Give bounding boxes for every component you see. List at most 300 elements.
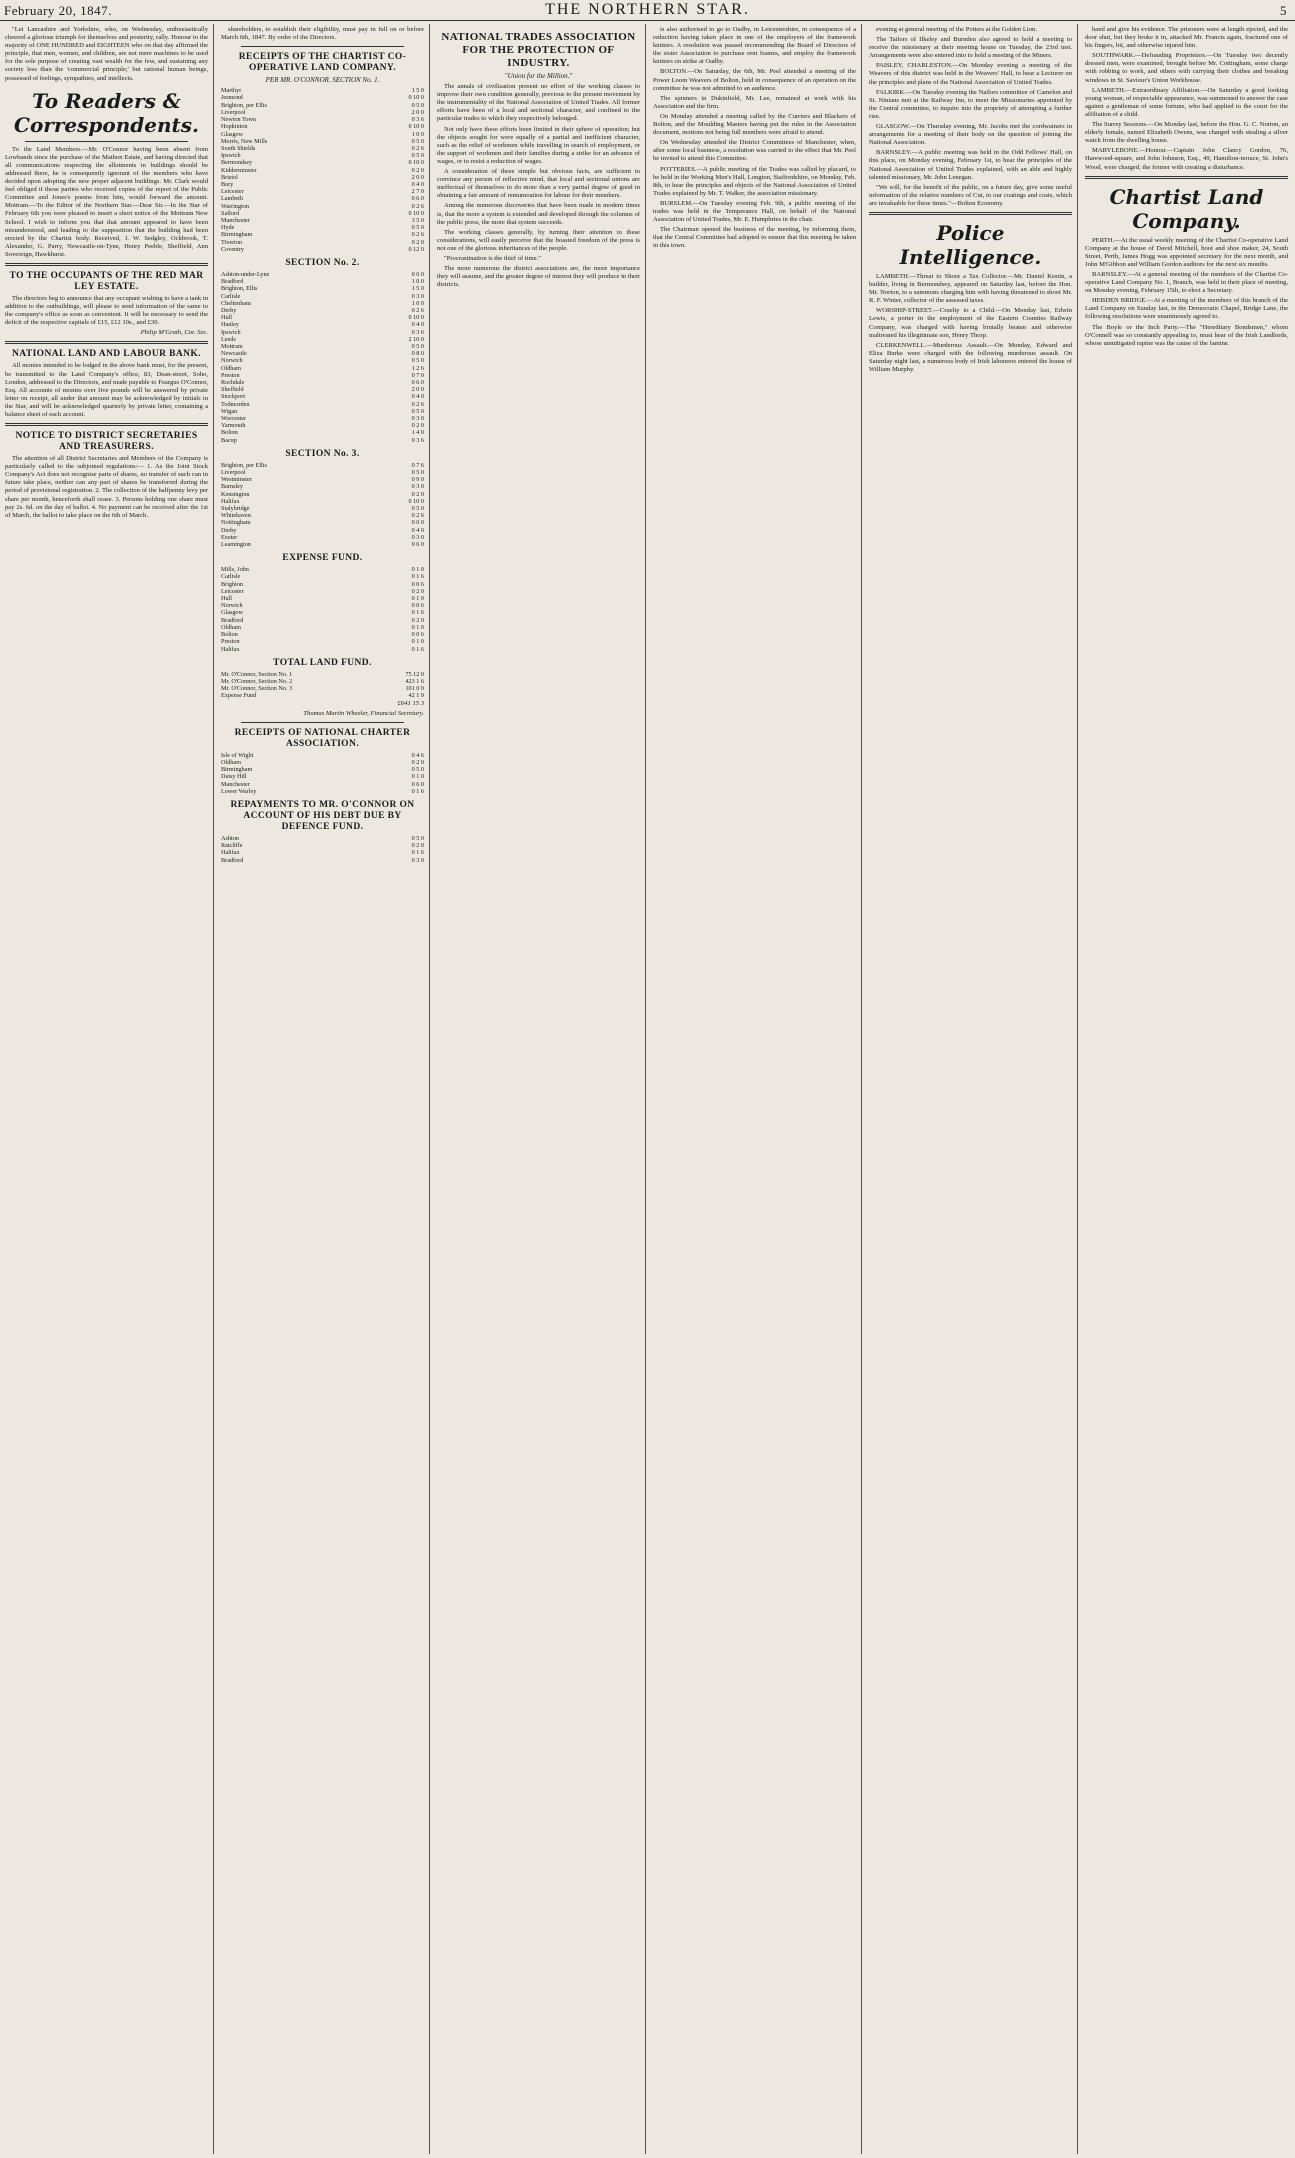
row-label: Todmorden (221, 400, 250, 408)
row-amount: 42 1 9 (408, 692, 424, 700)
row-label: Ashton (221, 834, 239, 842)
repayments-heading: REPAYMENTS TO MR. O'CONNOR ON ACCOUNT OF HIS DEBT DUE BY DEFENCE FUND. (230, 799, 415, 832)
table-row (221, 224, 424, 231)
table-row (221, 692, 424, 699)
row-label: Sheffield (221, 386, 244, 394)
row-label: Bermondsey (221, 159, 253, 167)
row-label: Daisy Hill (221, 773, 247, 781)
row-label: Manchester (221, 780, 250, 788)
row-amount: 0 3 0 (411, 292, 424, 300)
row-amount: 0 9 0 (411, 476, 424, 484)
paragraph: BARNSLEY.—At a general meeting of the members of the Chartist Co-operative Land Company No. 1, Branch, was held in their place of meeting, on Monday evening, February 15th, to elect a Secretary. (1085, 270, 1288, 295)
paragraph: The annals of civilisation present no effort of the working classes to improve their own condition generally, previous to the present movement by the instrumentality of the National Association of United Trades. All former efforts have been of a local and sectional character, and confined to the particular trades to which they respectively belonged. (437, 83, 640, 123)
row-amount: 0 1 0 (411, 595, 424, 603)
notice-heading: NOTICE TO DISTRICT SECRETARIES AND TREASURERS. (15, 431, 198, 453)
table-row (221, 145, 424, 152)
table-row (221, 102, 424, 109)
row-label: Bolton (221, 631, 238, 639)
paragraph: The Boyle or the Inch Party.—The "Hereditary Bondsmen," whom O'Connell was so constantly appealing to, must hear of the Irish Landlords, whose unmitigated rapine was the cause of the famine. (1085, 323, 1288, 347)
page-number: 5 (1280, 3, 1287, 18)
row-label: Derby (221, 526, 237, 534)
table-row (221, 498, 424, 505)
table-row (221, 159, 424, 166)
column-1 (5, 26, 208, 2152)
police-reports (869, 273, 1072, 374)
red-mar-heading: TO THE OCCUPANTS OF THE RED MAR LEY ESTATE. (9, 270, 204, 292)
row-amount: 0 3 0 (411, 856, 424, 864)
row-amount: 101 0 0 (405, 685, 424, 693)
row-label: Birmingham (221, 766, 253, 774)
paragraph: WORSHIP-STREET.—Cruelty to a Child.—On Monday last, Edwin Lewis, a porter in the employment of the Eastern Counties Railway Company, was charged with having brutally beaten and otherwise maltreated his illegitimate son, Henry Thorp. (869, 307, 1072, 339)
table-row (221, 109, 424, 116)
table-row (221, 678, 424, 685)
row-label: Oldham (221, 623, 241, 631)
table-row (221, 167, 424, 174)
paragraph: HEBDEN BRIDGE.—At a meeting of the members of this branch of the Land Company on Sunday last, in the Democratic Chapel, Bridge Lane, the following resolutions were unanimously agreed to. (1085, 297, 1288, 321)
row-label: Halifax (221, 645, 240, 653)
row-label: Liverpool (221, 469, 246, 477)
row-label: Brighton, per Ellis (221, 101, 267, 109)
association-receipts-heading: RECEIPTS OF NATIONAL CHARTER ASSOCIATION. (234, 727, 411, 749)
paragraph: BOLTON.—On Saturday, the 6th, Mr. Peel attended a meeting of the Power Loom Weavers of Bolton, held in consequence of an operation on the committee he was not admitted to an audience. (653, 68, 856, 92)
row-amount: 0 7 6 (411, 461, 424, 469)
row-amount: 0 5 0 (411, 101, 424, 109)
table-row (221, 781, 424, 788)
table-row (221, 357, 424, 364)
table-row (221, 422, 424, 429)
row-amount: 0 2 6 (411, 306, 424, 314)
row-amount: 1 5 0 (411, 285, 424, 293)
table-row (221, 188, 424, 195)
article-intro: "Let Lancashire and Yorkshire, who, on Wednesday, enthusiastically cheered a glorious triumph for themselves and posterity, rally. Honour to the majority of ONE HUNDRED and EIGHTEEN who on that day affirmed the principle, that men, women, and children, are not mere machines to be used for the sole purpose of creating vast wealth for the few, and sustaining any society less than the 'commercial principle;' but rational human beings, possessed of feelings, sympathies, and intellects. (5, 26, 208, 82)
section-1-table (221, 87, 424, 253)
column-6 (1085, 26, 1288, 2152)
row-label: Leicester (221, 188, 244, 196)
paragraph: The spinners in Dukinfield, Mr. Lee, remained at work with his Association and the firm. (653, 94, 856, 110)
row-label: Mottram (221, 342, 243, 350)
row-label: Lambeth (221, 195, 243, 203)
row-label: Rochdale (221, 379, 245, 386)
row-amount: 0 5 0 (411, 357, 424, 365)
table-row (221, 835, 424, 842)
row-amount: 0 1 0 (411, 773, 424, 781)
row-amount: 0 5 0 (411, 469, 424, 477)
table-row (221, 766, 424, 773)
table-row (221, 685, 424, 692)
table-row (221, 123, 424, 130)
row-label: Newton Town (221, 116, 257, 124)
row-label: Mr. O'Connor, Section No. 1 (221, 670, 293, 678)
row-label: Salford (221, 209, 240, 217)
table-row (221, 752, 424, 759)
row-label: Kidderminster (221, 166, 257, 174)
row-label: Hopkinton (221, 123, 248, 131)
row-label: Tiverton (221, 238, 243, 246)
row-amount: 0 3 6 (411, 116, 424, 124)
table-row (221, 401, 424, 408)
paragraph: hand and give his evidence. The prisoners were at length ejected, and the door shut, but they broke it in, attacked Mr. Francis again, fractured one of his fingers, bit, and otherwise injured him. (1085, 26, 1288, 50)
row-label: Mr. O'Connor, Section No. 2 (221, 677, 293, 685)
paragraph: PAISLEY, CHARLESTON.—On Monday evening a meeting of the Weavers of this district was held in the Weavers' Hall, to hear a Lecturer on the principles and plans of the National Association of United Trades. (869, 62, 1072, 86)
table-row (221, 350, 424, 357)
total-land-fund-table (221, 671, 424, 700)
row-amount: 0 2 6 (411, 400, 424, 408)
row-label: Expense Fund (221, 692, 257, 700)
row-label: Bury (221, 180, 234, 188)
table-row (221, 372, 424, 379)
row-amount: 0 3 0 (411, 483, 424, 491)
row-amount: 0 3 0 (411, 533, 424, 541)
row-amount: 0 6 0 (411, 379, 424, 386)
row-amount: 0 5 0 (411, 152, 424, 160)
divider (5, 341, 208, 344)
table-row (221, 246, 424, 253)
row-label: Ratcliffe (221, 842, 243, 850)
row-amount: 0 2 6 (411, 144, 424, 152)
paragraph: BURSLEM.—On Tuesday evening Feb. 9th, a public meeting of the trades was held in the Temperance Hall, on behalf of the National Association of United Trades, Mr. E. Humphries in the chair. (653, 199, 856, 224)
row-amount: 0 6 0 (411, 195, 424, 203)
paper-title: THE NORTHERN STAR. (545, 1, 750, 18)
row-amount: 0 1 0 (411, 623, 424, 631)
row-amount: 2 0 0 (411, 386, 424, 394)
row-label: Mills, John (221, 566, 249, 574)
receipts-subheading: PER MR. O'CONNOR. SECTION No. 1. (265, 76, 380, 85)
row-amount: 0 10 0 (408, 209, 424, 217)
row-amount: 0 4 0 (411, 321, 424, 329)
row-label: Derby (221, 306, 237, 314)
table-row (221, 87, 424, 94)
table-row (221, 671, 424, 678)
correspondents-text: To the Land Members.—Mr. O'Connor having been absent from Lowbands since the purchase of the Mathon Estate, and having directed that all communications respecting the allotments in buildings should be addressed there, he is consequently ignorant of the members who have decided upon adopting the new proper adjacent buildings. Mr. Clark would feel obliged if those parties who received copies of the report of the Public Committee and Jones's poems from him, would forward the amount. Mottram.—To the Editor of the Northern Star.—Dear Sir.—In the Star of February 6th you were pleased to insert a short notice of the Mottram New School. I wish to inform you that that amount appeared to have been misunderstood, and leading to the supposition that the building had been erected by the Chartist body. Received, J. W. Sedgley, Ockbrook, T. Alexander, G. Parry, Newcastle-on-Tyne, Henry Peeble, Sheffield, Ann Sovereign, Hawkhurst. (5, 145, 208, 258)
table-row (221, 239, 424, 246)
paragraph: The Surrey Sessions.—On Monday last, before the Hon. G. C. Norton, an elderly female, named Elizabeth Owens, was charged with stealing a silver watch from the dwelling house. (1085, 121, 1288, 145)
row-amount: 0 1 6 (411, 787, 424, 795)
row-amount: 1 5 0 (411, 87, 424, 95)
row-amount: 0 12 0 (408, 245, 424, 253)
row-label: Norwich (221, 602, 243, 610)
section-2-heading: SECTION No. 2. (285, 257, 360, 268)
row-amount: 2 0 0 (411, 173, 424, 181)
table-row (221, 365, 424, 372)
divider (241, 722, 404, 723)
row-amount: 0 5 0 (411, 407, 424, 415)
column-rule (1077, 24, 1078, 2154)
paragraph: "We will, for the benefit of the public, on a future day, give some useful information of the relative numbers of Cut, to our coatings and costs, which are invaluable for these times."—Bolton Economy. (869, 183, 1072, 207)
table-row (221, 174, 424, 181)
table-row (221, 393, 424, 400)
row-amount: 0 1 6 (411, 849, 424, 857)
divider (869, 212, 1072, 215)
row-label: Oldham (221, 758, 241, 766)
table-row (221, 231, 424, 238)
paragraph: evening at general meeting of the Potters at the Golden Lion. (876, 26, 1037, 33)
column-rule (645, 24, 646, 2154)
row-amount: 0 7 0 (411, 371, 424, 379)
column-3 (437, 26, 640, 2152)
row-label: Oldham (221, 364, 241, 372)
table-row (221, 429, 424, 436)
table-row (221, 469, 424, 476)
row-label: Ashton-under-Lyne (221, 270, 270, 278)
row-label: Bradford (221, 278, 244, 286)
receipts-heading: RECEIPTS OF THE CHARTIST CO-OPERATIVE LAND COMPANY. (238, 52, 407, 74)
row-amount: 0 1 6 (411, 645, 424, 653)
table-row (221, 588, 424, 595)
row-amount: 1 0 0 (411, 278, 424, 286)
table-row (221, 379, 424, 386)
row-amount: 75 12 0 (405, 670, 424, 678)
table-row (221, 217, 424, 224)
row-label: Whitehaven (221, 512, 251, 520)
table-row (221, 293, 424, 300)
row-amount: 0 10 0 (408, 314, 424, 322)
table-row (221, 138, 424, 145)
row-label: Wigan (221, 407, 238, 415)
section-3-heading: SECTION No. 3. (285, 448, 360, 459)
table-row (221, 527, 424, 534)
row-label: Norwich (221, 357, 243, 365)
row-label: Glasgow (221, 130, 243, 138)
row-amount: 0 6 0 (411, 519, 424, 527)
shareholders-notice: shareholders, to establish their eligibility, must pay in full on or before March 6th, 1847. By order of the Directors. (221, 26, 424, 42)
table-row (221, 624, 424, 631)
table-row (221, 152, 424, 159)
row-label: Ipswich (221, 328, 241, 336)
paragraph: PERTH.—At the usual weekly meeting of the Chartist Co-operative Land Company at the house of David Mitchell, boot and shoe maker, 24, South Street, Perth, James Hogg was appointed secretary for the next month, and John M'Gibbon and William Gordon auditors for the next six months. (1085, 236, 1288, 268)
table-row (221, 566, 424, 573)
row-label: Warrington (221, 202, 250, 210)
row-amount: 1 0 0 (411, 130, 424, 138)
paragraph: POTTERIES.—A public meeting of the Trades was called by placard, to be held in the Working Men's Hall, Longton, Staffordshire, on Monday, Feb. 8th, to hear the principles and objects of the National Association of United Trades explained by Mr. T. Walker, the association missionary. (653, 165, 856, 197)
row-amount: 0 2 0 (411, 238, 424, 246)
section-3-table (221, 462, 424, 548)
row-amount: 0 2 0 (411, 616, 424, 624)
table-row (221, 857, 424, 864)
table-row (221, 307, 424, 314)
row-label: Leicester (221, 587, 244, 595)
article-body (1085, 26, 1288, 172)
row-amount: 0 1 6 (411, 609, 424, 617)
table-row (221, 408, 424, 415)
table-row (221, 116, 424, 123)
row-amount: 0 5 0 (411, 342, 424, 350)
paragraph: LAMBETH.—Threat to Shoot a Tax Collector.—Mr. Daniel Kestin, a builder, living in Bermondsey, appeared on Saturday last, before the Hon. Mr. Norton, to a summons charging him with having threatened to shoot Mr. R. F. Winter, collector of the assessed taxes. (869, 272, 1072, 305)
table-row (221, 631, 424, 638)
table-row (221, 842, 424, 849)
financial-secretary: Thomas Martin Wheeler, Financial Secretary. (303, 709, 424, 717)
row-label: South Shields (221, 144, 256, 152)
row-amount: 0 1 0 (411, 638, 424, 646)
row-label: Hyde (221, 224, 235, 232)
row-label: Hull (221, 595, 233, 603)
row-label: Carlisle (221, 292, 241, 300)
red-mar-text: The directors beg to announce that any occupant wishing to have a tank in addition to the outbuildings, will please to send information of the same to the company's office as soon as convenient. It will be necessary to send the deficit of the respective capitals of £15, £12 10s., and £30. (5, 294, 208, 327)
expense-fund-table (221, 566, 424, 652)
paragraph: Among the numerous discoveries that have been made in modern times is, that the more a system is extended and developed through the columns of the public press, the more that system succeeds. (437, 202, 640, 226)
table-row (221, 617, 424, 624)
column-rule (861, 24, 862, 2154)
table-row (221, 609, 424, 616)
table-row (221, 94, 424, 101)
land-bank-heading: NATIONAL LAND AND LABOUR BANK. (12, 349, 201, 360)
row-label: Stockport (221, 393, 246, 401)
paragraph: MARYLEBONE.—Honour.—Captain John Clancy Gordon, 76, Harewood-square, and John Johnson, Esq., 49, Hamilton-terrace, St. John's Wood, were charged, the former with creating a disturbance. (1085, 147, 1288, 171)
table-row (221, 646, 424, 653)
association-receipts-table (221, 752, 424, 795)
table-row (221, 131, 424, 138)
paragraph: "Procrastination is the thief of time." (444, 254, 541, 262)
paragraph: On Monday attended a meeting called by the Curriers and Blackers of Bolton, and the Moulding Masters having put the rules in the Association document, motions not being full members were afraid to attend. (653, 112, 856, 137)
row-label: Halifax (221, 497, 240, 505)
row-label: Isle of Wight (221, 751, 254, 759)
row-amount: 0 2 6 (411, 202, 424, 210)
table-row (221, 343, 424, 350)
row-label: Mr. O'Connor, Section No. 3 (221, 685, 293, 693)
table-row (221, 314, 424, 321)
table-row (221, 491, 424, 498)
land-bank-text: All monies intended to be lodged in the above bank must, for the present, be transmitted to the Land Company's office, 83, Dean-street, Soho, London, addressed to the Directors, and made payable to Feargus O'Connor, Esq. All accounts of monies over five pounds will be answered by private letter on receipt, all under that amount may be acknowledged by initials in the Star, and will be acknowledged quarterly by private letter, containing a balance sheet of each account. (5, 362, 208, 418)
row-label: Bradford (221, 616, 244, 624)
divider (25, 141, 188, 142)
column-4 (653, 26, 856, 2152)
row-label: Carlisle (221, 573, 241, 581)
row-amount: 0 0 6 (411, 602, 424, 610)
row-amount: 3 5 0 (411, 216, 424, 224)
table-row (221, 773, 424, 780)
row-amount: 0 2 0 (411, 166, 424, 174)
section-2-table (221, 271, 424, 444)
row-amount: 2 0 0 (411, 108, 424, 116)
row-label: Preston (221, 638, 240, 646)
table-row (221, 505, 424, 512)
table-row (221, 602, 424, 609)
paragraph: The more numerous the district associations are, the more importance they will assume, and the greater degree of interest they will produce in their districts. (437, 265, 640, 289)
paragraph: A consideration of these simple but obvious facts, are sufficient to convince any person of reflective mind, that local and sectional unions are ineffectual of themselves to do more than a very partial degree of good in obtaining a fair amount of remuneration for labour for their members. (437, 168, 640, 200)
row-label: Jesmond (221, 94, 243, 102)
table-row (221, 519, 424, 526)
row-label: Preston (221, 371, 240, 379)
article-body (869, 26, 1072, 208)
paragraph: On Wednesday attended the District Committees of Manchester, when, after some local business, a resolution was carried to the effect that Mr. Peel be invited to attend this Committee. (653, 139, 856, 163)
issue-date: February 20, 1847. (4, 3, 112, 18)
expense-fund-heading: EXPENSE FUND. (282, 553, 363, 564)
paragraph: SOUTHWARK.—Defrauding Proprietors.—On Tuesday two decently dressed men, were examined, brought before Mr. Cottingham, some charge with robbing to work, and others with carrying their clothes and breaking windows in St. Saviour's Union Workhouse. (1085, 52, 1288, 84)
table-row (221, 534, 424, 541)
row-amount: 0 6 0 (411, 270, 424, 278)
row-label: Birmingham (221, 231, 253, 239)
table-row (221, 512, 424, 519)
table-row (221, 195, 424, 202)
paragraph: is also authorised to go to Oadby, in Leicestershire, in consequence of a reduction having taken place in one of the employers of the framework knitters. A resolution was passed recommending the Board of Directors of the sister Association to purchase rent frames, and employ the framework knitters on strike at Oadby. (653, 26, 856, 66)
total-land-fund-heading: TOTAL LAND FUND. (273, 657, 372, 668)
article-body (653, 26, 856, 250)
row-label: Ipswich (221, 152, 241, 160)
trades-association-heading: NATIONAL TRADES ASSOCIATION FOR THE PROTECTION OF INDUSTRY. (441, 31, 636, 69)
table-row (221, 788, 424, 795)
row-label: Bacup (221, 436, 237, 444)
row-label: Bolton (221, 429, 238, 437)
row-label: Liverpool (221, 108, 246, 116)
table-row (221, 300, 424, 307)
row-amount: 0 2 6 (411, 231, 424, 239)
table-row (221, 759, 424, 766)
row-amount: 2 7 0 (411, 188, 424, 196)
row-amount: 0 4 0 (411, 393, 424, 401)
paragraph: GLASGOW.—On Thursday evening, Mr. Jacobs met the cordwainers in arrangements for a meeting of their body on the question of joining the National Association. (869, 123, 1072, 147)
grand-total: £641 15 3 (397, 699, 424, 707)
column-5 (869, 26, 1072, 2152)
row-label: Hanley (221, 321, 239, 329)
paragraph: Not only have these efforts been limited in their sphere of operation; but the objects sought for were equally of a partial and inefficient character, such as the relief of workmen while travelling in search of employment, or the support of workmen and their families during a strike for an advance of wages, or to resist a reduction of wages. (437, 125, 640, 165)
row-amount: 0 1 0 (411, 566, 424, 574)
row-amount: 0 3 6 (411, 436, 424, 444)
row-amount: 0 5 0 (411, 505, 424, 513)
table-row (221, 849, 424, 856)
table-row (221, 181, 424, 188)
row-label: Glasgow (221, 609, 243, 617)
table-row (221, 321, 424, 328)
land-company-reports (1085, 237, 1288, 348)
row-label: Brighton, Ellis (221, 285, 258, 293)
paragraph: The Chairman opened the business of the meeting, by informing them, that the Central Committee had adopted to ensure that this meeting be taken in this town. (653, 226, 856, 250)
divider (241, 46, 404, 47)
table-row (221, 483, 424, 490)
row-label: Barnsley (221, 483, 243, 491)
row-amount: 0 10 0 (408, 123, 424, 131)
row-amount: 1 2 6 (411, 364, 424, 372)
row-amount: 0 3 6 (411, 328, 424, 336)
notice-text: The attention of all District Secretaries and Members of the Company is particularly called to the subjoined regulations:— 1. As the Joint Stock Company's Act does not recognise parts of shares, no transfer of such can in future take place, neither can any part of shares be transferred during the period of provisional registration. 2. The collection of the halfpenny levy per share per month, henceforth shall cease. 3. Persons holding one share must pay 2s. 6d. on the day of ballot. 4. No payment can be received after the 1st of March, the ballot to take place on the 6th of March. (5, 455, 208, 519)
row-amount: 0 6 0 (411, 780, 424, 788)
table-row (221, 336, 424, 343)
row-label: Leeds (221, 335, 236, 343)
column-2 (221, 26, 424, 2152)
paragraph: The Tailors of Ilkeley and Burnden also agreed to hold a meeting to receive the missionary at their meeting house on Tuesday, the 23rd inst. Arrangements were also entered into to hold a meeting of the Miners. (869, 36, 1072, 60)
column-rule (213, 24, 214, 2154)
police-intelligence-heading: Police Intelligence. (899, 220, 1042, 269)
table-row (221, 415, 424, 422)
row-amount: 0 2 6 (411, 512, 424, 520)
table-row (221, 386, 424, 393)
table-row (221, 638, 424, 645)
row-amount: 423 1 6 (405, 677, 424, 685)
row-label: Kensington (221, 490, 250, 498)
row-label: Brighton (221, 580, 244, 588)
table-row (221, 476, 424, 483)
table-row (221, 329, 424, 336)
row-amount: 0 4 6 (411, 751, 424, 759)
row-amount: 0 2 0 (411, 758, 424, 766)
row-label: Stalybridge (221, 505, 250, 513)
row-label: Westminster (221, 476, 252, 484)
table-row (221, 437, 424, 444)
paragraph: LAMBETH.—Extraordinary Affiliation.—On Saturday a good looking young woman, of respectable appearance, was summoned to answer the case against a gentleman of some fortune, who had applied to the court for the affiliation of a child. (1085, 86, 1288, 118)
row-amount: 0 4 0 (411, 526, 424, 534)
row-amount: 0 2 0 (411, 422, 424, 430)
row-amount: 0 5 0 (411, 137, 424, 145)
row-label: Bristol (221, 173, 238, 181)
trades-association-motto: "Union for the Million." (504, 72, 573, 80)
row-label: Bradford (221, 856, 244, 864)
table-row (221, 285, 424, 292)
paragraph: BARNSLEY.—A public meeting was held in the Odd Fellows' Hall, on this place, on Monday evening, February 1st, to hear the principles of the National Association of United Trades explained, with an able and highly talented missionary, Mr. John Lenegan. (869, 149, 1072, 181)
row-label: Newcastle (221, 350, 247, 358)
repayments-table (221, 835, 424, 864)
row-label: Leamington (221, 541, 251, 549)
row-amount: 0 0 6 (411, 580, 424, 588)
table-row (221, 278, 424, 285)
row-amount: 0 8 0 (411, 350, 424, 358)
